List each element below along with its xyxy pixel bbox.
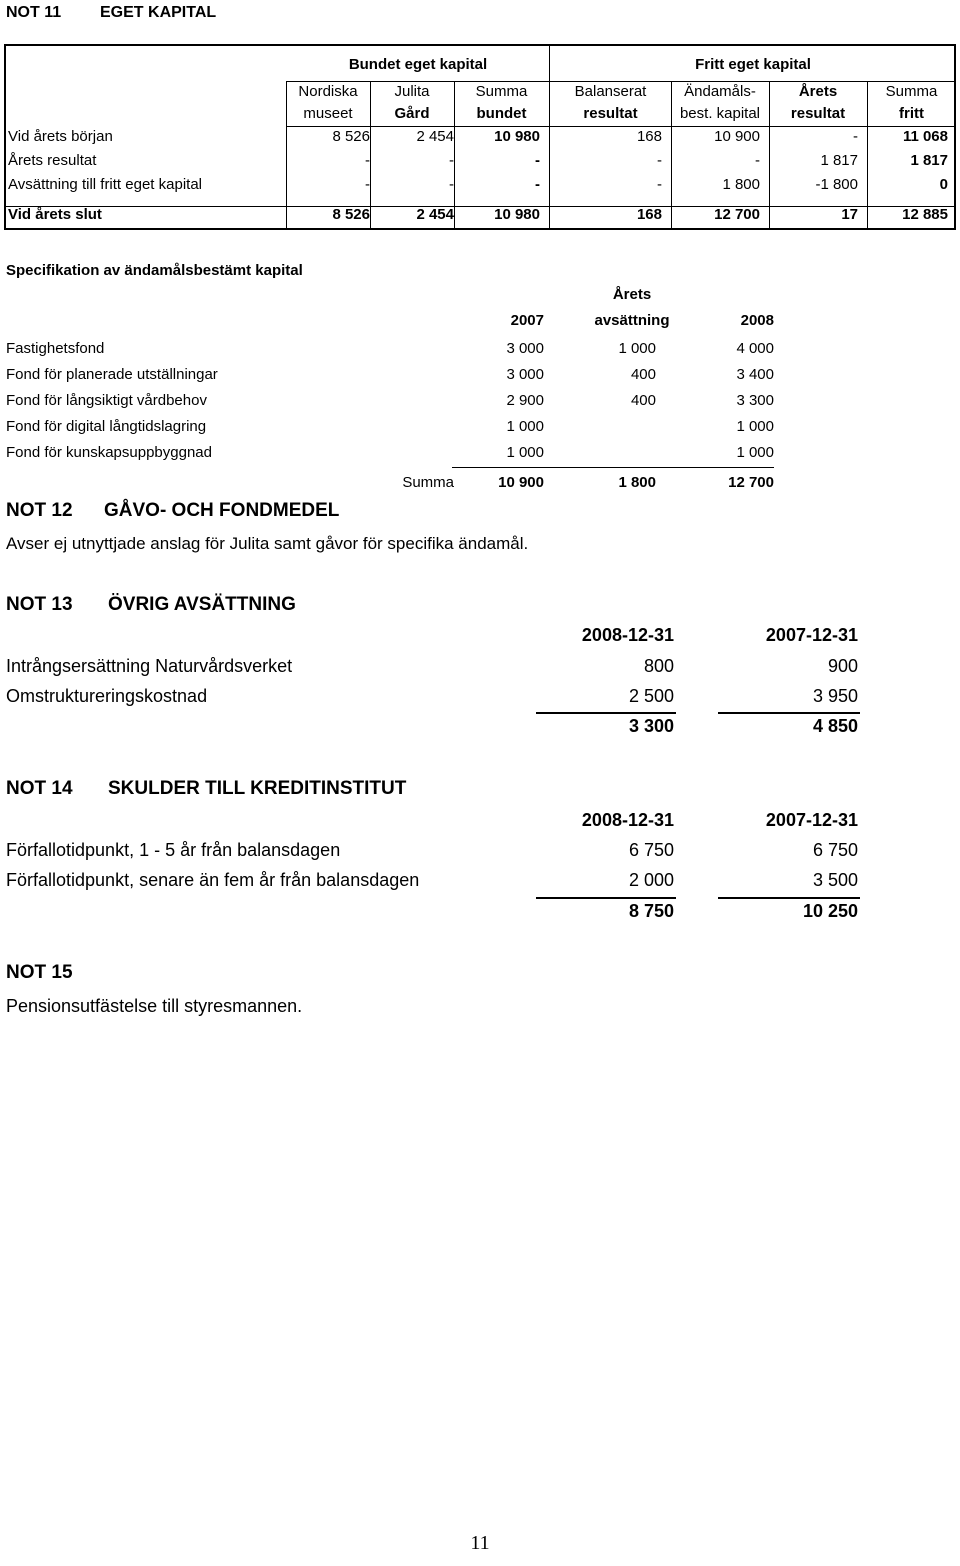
table-cell: - (449, 152, 454, 169)
table-cell: - (365, 152, 370, 169)
table-cell: 12 700 (714, 206, 760, 223)
spec-row-label: Fond för kunskapsuppbyggnad (6, 444, 212, 461)
spec-row-value: 1 000 (618, 340, 656, 357)
spec-row-value: 3 000 (506, 340, 544, 357)
col-header-julita: Julita Gård (394, 83, 430, 122)
spec-row-value: 400 (630, 392, 656, 409)
note13-col-b: 2007-12-31 (765, 625, 858, 645)
table-row-label: Vid årets slut (8, 206, 102, 223)
table-cell: - (535, 176, 540, 193)
spec-row-value: 3 000 (506, 366, 544, 383)
note13-col-a: 2008-12-31 (581, 625, 674, 645)
table-cell: 1 817 (820, 152, 858, 169)
table-cell: 1 800 (722, 176, 760, 193)
table-row-label: Avsättning till fritt eget kapital (8, 176, 202, 193)
spec-col-2008: 2008 (740, 312, 774, 329)
note14-col-b: 2007-12-31 (765, 810, 858, 830)
note13-total-a: 3 300 (628, 716, 674, 736)
spec-row-label: Fond för digital långtidslagring (6, 418, 207, 435)
note12-number: NOT 12 (6, 500, 73, 521)
col-header-summa-fritt: Summa fritt (885, 83, 938, 122)
table-cell: 10 900 (714, 128, 760, 145)
col-header-nordiska: Nordiska museet (298, 83, 358, 122)
list-item-value: 3 950 (812, 686, 858, 706)
table-cell: 168 (636, 206, 662, 223)
spec-col-2007: 2007 (510, 312, 544, 329)
table-cell: - (657, 176, 662, 193)
list-item-value: 2 500 (628, 686, 674, 706)
table-cell: 0 (939, 176, 948, 193)
spec-row-label: Fastighetsfond (6, 340, 105, 357)
table-cell: 12 885 (902, 206, 948, 223)
note12-text: Avser ej utnyttjade anslag för Julita samt gåvor för specifika ändamål. (6, 534, 529, 553)
spec-row-value: 400 (630, 366, 656, 383)
note14-col-a: 2008-12-31 (581, 810, 674, 830)
spec-row-label: Fond för planerade utställningar (6, 366, 218, 383)
table-cell: -1 800 (815, 176, 858, 193)
spec-row-value: 2 900 (506, 392, 544, 409)
col-header-balanserat: Balanserat resultat (574, 83, 647, 122)
table-cell: 11 068 (902, 128, 948, 145)
spec-row-value: 1 000 (736, 444, 774, 461)
spec-row-value: 1 000 (506, 444, 544, 461)
equity-table (4, 44, 956, 230)
spec-row-value: 3 300 (736, 392, 774, 409)
spec-col-arets: Årets (612, 286, 652, 303)
table-cell: 8 526 (332, 206, 370, 223)
note11-title: EGET KAPITAL (100, 4, 217, 21)
list-item-label: Förfallotidpunkt, 1 - 5 år från balansdagen (6, 840, 341, 860)
table-cell: 2 454 (416, 206, 454, 223)
table-row-label: Vid årets början (8, 128, 113, 145)
table-cell: - (755, 152, 760, 169)
note14-number: NOT 14 (6, 778, 73, 799)
col-header-andamal: Ändamåls- best. kapital (679, 83, 761, 122)
note14-total-a: 8 750 (628, 901, 674, 921)
table-cell: 8 526 (332, 128, 370, 145)
table-cell: - (853, 128, 858, 145)
list-item-label: Förfallotidpunkt, senare än fem år från balansdagen (6, 870, 420, 890)
table-cell: 1 817 (910, 152, 948, 169)
note11-number: NOT 11 (6, 4, 62, 21)
spec-row-value: 3 400 (736, 366, 774, 383)
table-cell: - (657, 152, 662, 169)
note13-number: NOT 13 (6, 594, 73, 615)
list-item-value: 800 (643, 656, 674, 676)
note15-number: NOT 15 (6, 962, 73, 983)
spec-title: Specifikation av ändamålsbestämt kapital (6, 262, 303, 279)
spec-sum-2007: 10 900 (498, 474, 544, 491)
table-cell: 17 (841, 206, 858, 223)
list-item-value: 2 000 (628, 870, 674, 890)
table-cell: 10 980 (494, 206, 540, 223)
spec-row-label: Fond för långsiktigt vårdbehov (6, 392, 207, 409)
note13-title: ÖVRIG AVSÄTTNING (108, 594, 296, 615)
page-number: 11 (470, 1532, 490, 1554)
spec-sum-label: Summa (402, 474, 454, 491)
list-item-value: 6 750 (628, 840, 674, 860)
note14-total-b: 10 250 (802, 901, 858, 921)
table-row-label: Årets resultat (8, 152, 97, 169)
table-cell: - (535, 152, 540, 169)
table-cell: - (449, 176, 454, 193)
spec-row-value: 1 000 (506, 418, 544, 435)
list-item-label: Intrångsersättning Naturvårdsverket (6, 656, 293, 676)
list-item-value: 3 500 (812, 870, 858, 890)
col-header-summa-bundet: Summa bundet (475, 83, 528, 122)
table-cell: 2 454 (416, 128, 454, 145)
spec-col-avsattning: avsättning (594, 312, 670, 329)
note15-text: Pensionsutfästelse till styresmannen. (6, 996, 303, 1016)
list-item-value: 6 750 (812, 840, 858, 860)
table-cell: - (365, 176, 370, 193)
group-fritt-header: Fritt eget kapital (695, 56, 811, 73)
note12-title: GÅVO- OCH FONDMEDEL (104, 500, 340, 521)
note14-title: SKULDER TILL KREDITINSTITUT (108, 778, 407, 799)
group-bundet-header: Bundet eget kapital (348, 56, 488, 73)
table-cell: 10 980 (494, 128, 540, 145)
note13-total-b: 4 850 (812, 716, 858, 736)
list-item-label: Omstruktureringskostnad (6, 686, 208, 706)
spec-sum-avs: 1 800 (618, 474, 656, 491)
list-item-value: 900 (827, 656, 858, 676)
spec-row-value: 4 000 (736, 340, 774, 357)
table-cell: 168 (636, 128, 662, 145)
spec-row-value: 1 000 (736, 418, 774, 435)
col-header-arets-resultat: Årets resultat (790, 83, 846, 122)
spec-sum-2008: 12 700 (728, 474, 774, 491)
